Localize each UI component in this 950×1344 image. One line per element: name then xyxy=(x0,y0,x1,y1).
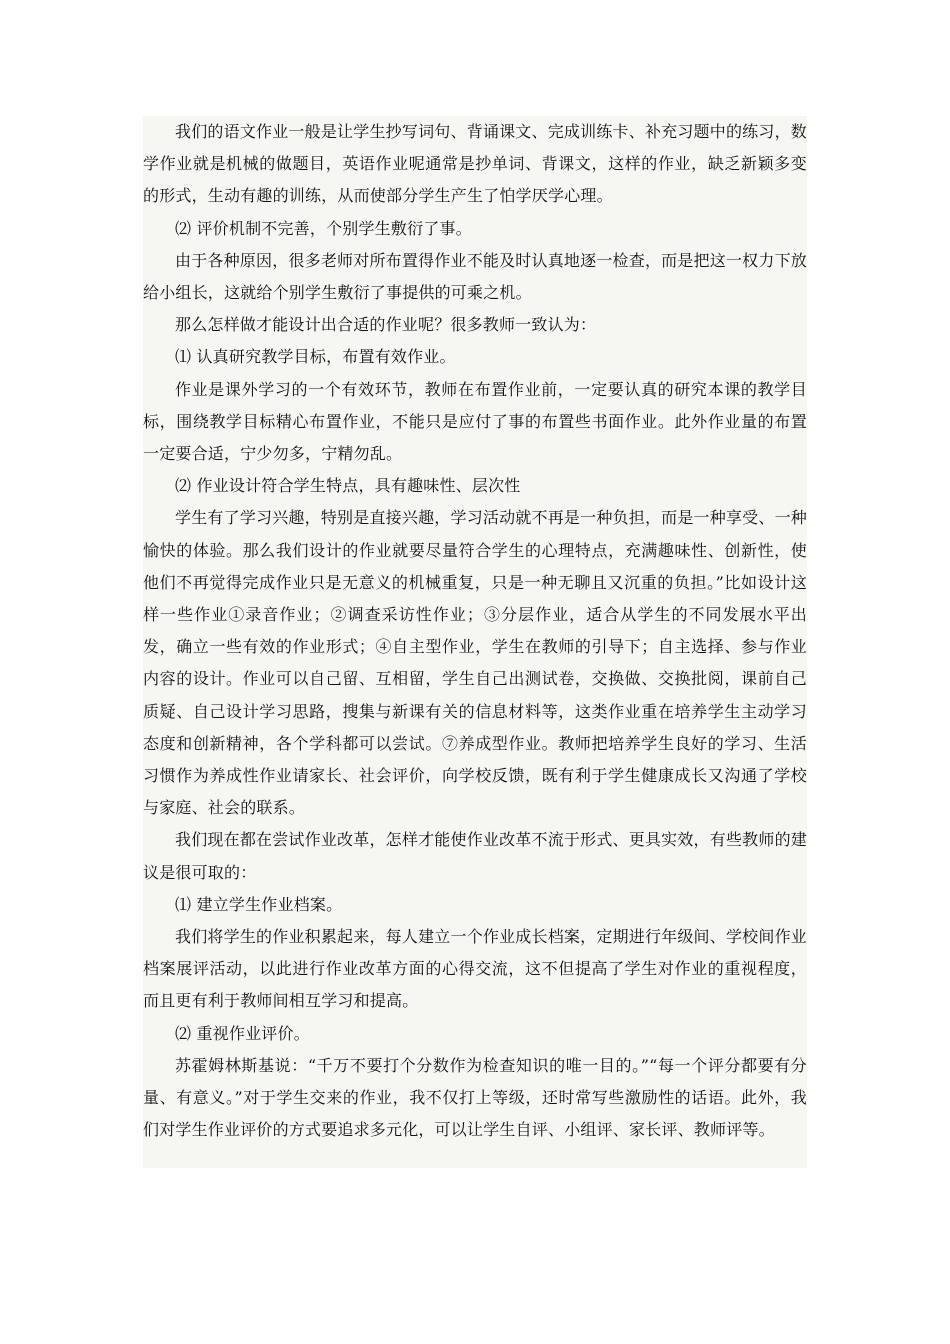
paragraph-evaluation-mechanism: 由于各种原因，很多老师对所布置得作业不能及时认真地逐一检查，而是把这一权力下放给小组长，这就给个别学生敷衍了事提供的可乘之机。 xyxy=(143,250,807,303)
paragraph-homework-reform: 我们现在都在尝试作业改革，怎样才能使作业改革不流于形式、更具实效，有些教师的建议是很可取的： xyxy=(143,830,807,882)
paragraph-study-teaching-goals: 作业是课外学习的一个有效环节，教师在布置作业前，一定要认真的研究本课的教学目标，围绕教学目标精心布置作业，不能只是应付了事的布置些书面作业。此外作业量的布置一定要合适，宁少勿多，宁精勿乱。 xyxy=(143,379,807,464)
paragraph-homework-archive: 我们将学生的作业积累起来，每人建立一个作业成长档案，定期进行年级间、学校间作业档案展评活动，以此进行作业改革方面的心得交流，这不但提高了学生对作业的重视程度，而且更有利于教师间相互学习和提高。 xyxy=(143,927,807,1011)
paragraph-how-to-design: 那么怎样做才能设计出合适的作业呢？很多教师一致认为： xyxy=(175,315,597,335)
heading-study-teaching-goals: ⑴ 认真研究教学目标，布置有效作业。 xyxy=(175,347,456,367)
heading-design-fits-students: ⑵ 作业设计符合学生特点，具有趣味性、层次性 xyxy=(175,476,521,496)
paragraph-homework-forms: 我们的语文作业一般是让学生抄写词句、背诵课文、完成训练卡、补充习题中的练习，数学作业就是机械的做题目，英语作业呢通常是抄单词、背课文，这样的作业，缺乏新颖多变的形式，生动有趣的训练，从而使部分学生产生了怕学厌学心理。 xyxy=(143,122,807,206)
heading-evaluation-mechanism: ⑵ 评价机制不完善，个别学生敷衍了事。 xyxy=(175,218,472,238)
text-block xyxy=(143,116,807,1168)
heading-homework-archive: ⑴ 建立学生作业档案。 xyxy=(175,894,343,914)
paragraph-design-fits-students: 学生有了学习兴趣，特别是直接兴趣，学习活动就不再是一种负担，而是一种享受、一种愉快的体验。那么我们设计的作业就要尽量符合学生的心理特点，充满趣味性、创新性，使他们不再觉得完成作业只是无意义的机械重复，只是一种无聊且又沉重的负担。”比如设计这样一些作业①录音作业；②调查采访性作业；③分层作业，适合从学生的不同发展水平出发，确立一些有效的作业形式；④自主型作业，学生在教师的引导下；自主选择、参与作业内容的设计。作业可以自己留、互相留，学生自己出测试卷，交换做、交换批阅，课前自己质疑、自己设计学习思路，搜集与新课有关的信息材料等，这类作业重在培养学生主动学习态度和创新精神，各个学科都可以尝试。⑦养成型作业。教师把培养学生良好的学习、生活习惯作为养成性作业请家长、社会评价，向学校反馈，既有利于学生健康成长又沟通了学校与家庭、社会的联系。 xyxy=(143,508,807,818)
heading-homework-evaluation: ⑵ 重视作业评价。 xyxy=(175,1023,310,1043)
paragraph-homework-evaluation: 苏霍姆林斯基说：“千万不要打个分数作为检查知识的唯一目的。”“每一个评分都要有分量、有意义。”对于学生交来的作业，我不仅打上等级，还时常写些激励性的话语。此外，我们对学生作业评价的方式要追求多元化，可以让学生自评、小组评、家长评、教师评等。 xyxy=(143,1055,807,1140)
